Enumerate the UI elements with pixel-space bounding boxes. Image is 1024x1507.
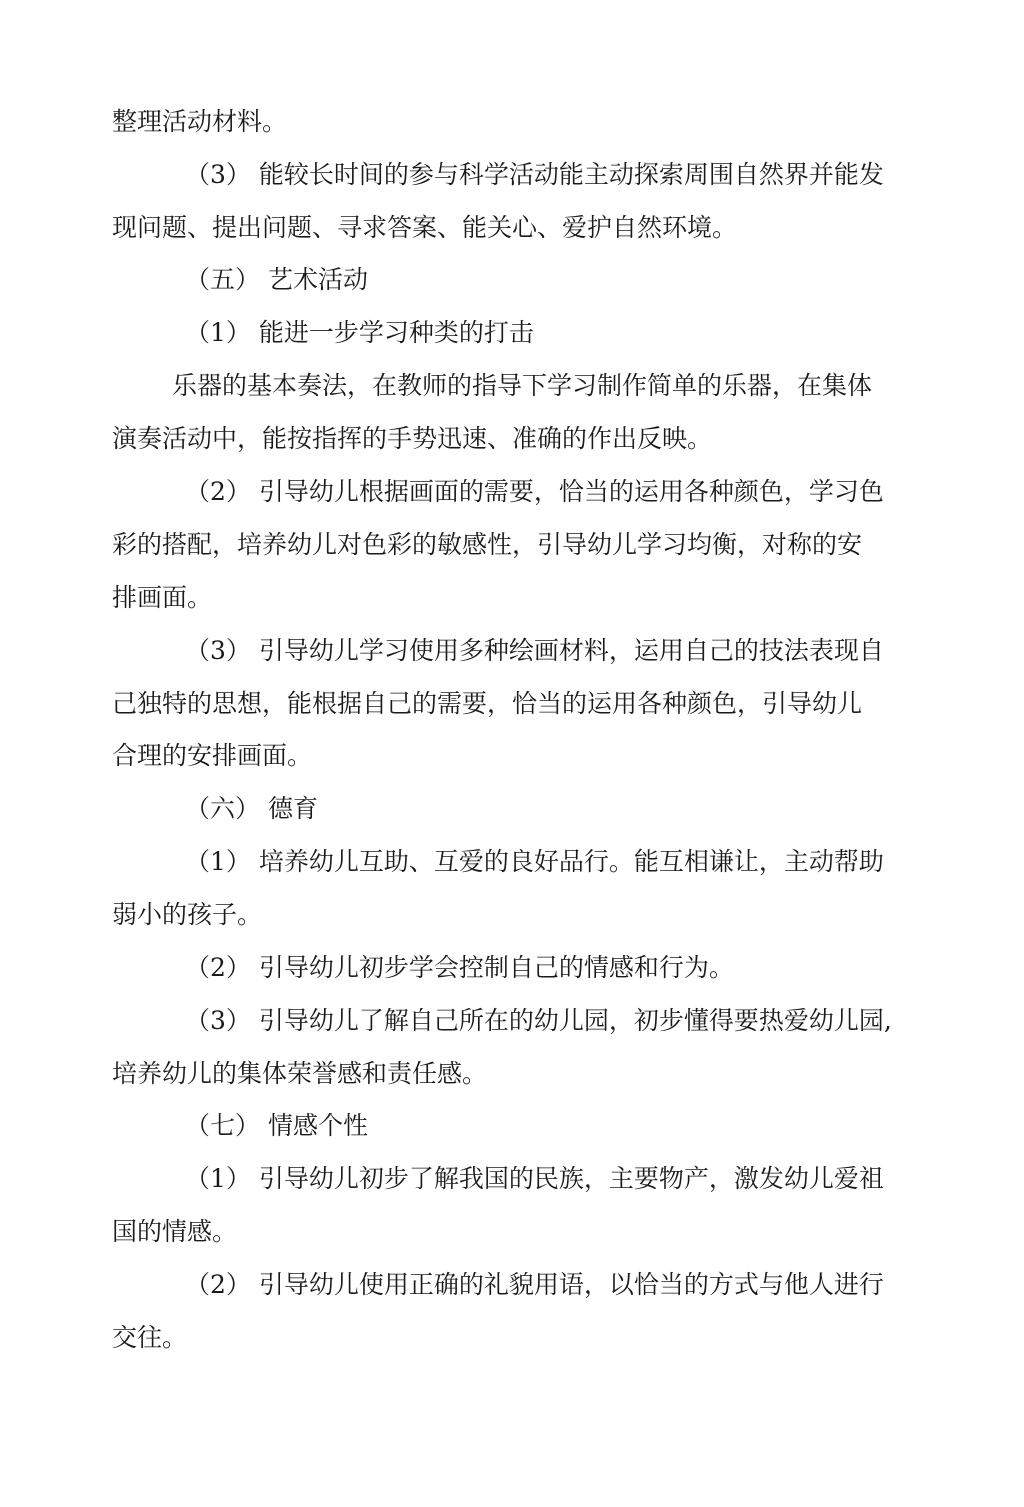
text-line: （3） 能较长时间的参与科学活动能主动探索周围自然界并能发 xyxy=(185,160,884,189)
text-line: 弱小的孩子。 xyxy=(112,900,263,929)
text-line: 现问题、提出问题、寻求答案、能关心、爱护自然环境。 xyxy=(112,213,738,242)
text-line: 演奏活动中，能按指挥的手势迅速、准确的作出反映。 xyxy=(112,424,713,453)
text-line: （2） 引导幼儿初步学会控制自己的情感和行为。 xyxy=(185,953,734,982)
text-line: 乐器的基本奏法，在教师的指导下学习制作简单的乐器，在集体 xyxy=(172,371,873,400)
text-line: 己独特的思想，能根据自己的需要，恰当的运用各种颜色，引导幼儿 xyxy=(112,689,863,718)
text-line: 彩的搭配，培养幼儿对色彩的敏感性，引导幼儿学习均衡，对称的安 xyxy=(112,530,863,559)
text-line: （2） 引导幼儿使用正确的礼貌用语，以恰当的方式与他人进行 xyxy=(185,1270,884,1299)
text-line: （1） 引导幼儿初步了解我国的民族，主要物产，激发幼儿爱祖 xyxy=(185,1164,884,1193)
section-heading: （六） 德育 xyxy=(185,794,318,823)
text-line: （1） 培养幼儿互助、互爱的良好品行。能互相谦让，主动帮助 xyxy=(185,847,884,876)
text-line: 排画面。 xyxy=(112,583,213,612)
text-line: 培养幼儿的集体荣誉感和责任感。 xyxy=(112,1059,488,1088)
section-heading: （七） 情感个性 xyxy=(185,1111,368,1140)
text-line: 国的情感。 xyxy=(112,1217,238,1246)
text-line: （3） 引导幼儿学习使用多种绘画材料，运用自己的技法表现自 xyxy=(185,636,884,665)
text-line: （2） 引导幼儿根据画面的需要，恰当的运用各种颜色，学习色 xyxy=(185,477,884,506)
text-line: 交往。 xyxy=(112,1323,188,1352)
text-line: （3） 引导幼儿了解自己所在的幼儿园，初步懂得要热爱幼儿园, xyxy=(185,1006,892,1035)
text-line: 整理活动材料。 xyxy=(112,107,288,136)
section-heading: （五） 艺术活动 xyxy=(185,265,368,294)
text-line: 合理的安排画面。 xyxy=(112,741,313,770)
text-line: （1） 能进一步学习种类的打击 xyxy=(185,318,534,347)
